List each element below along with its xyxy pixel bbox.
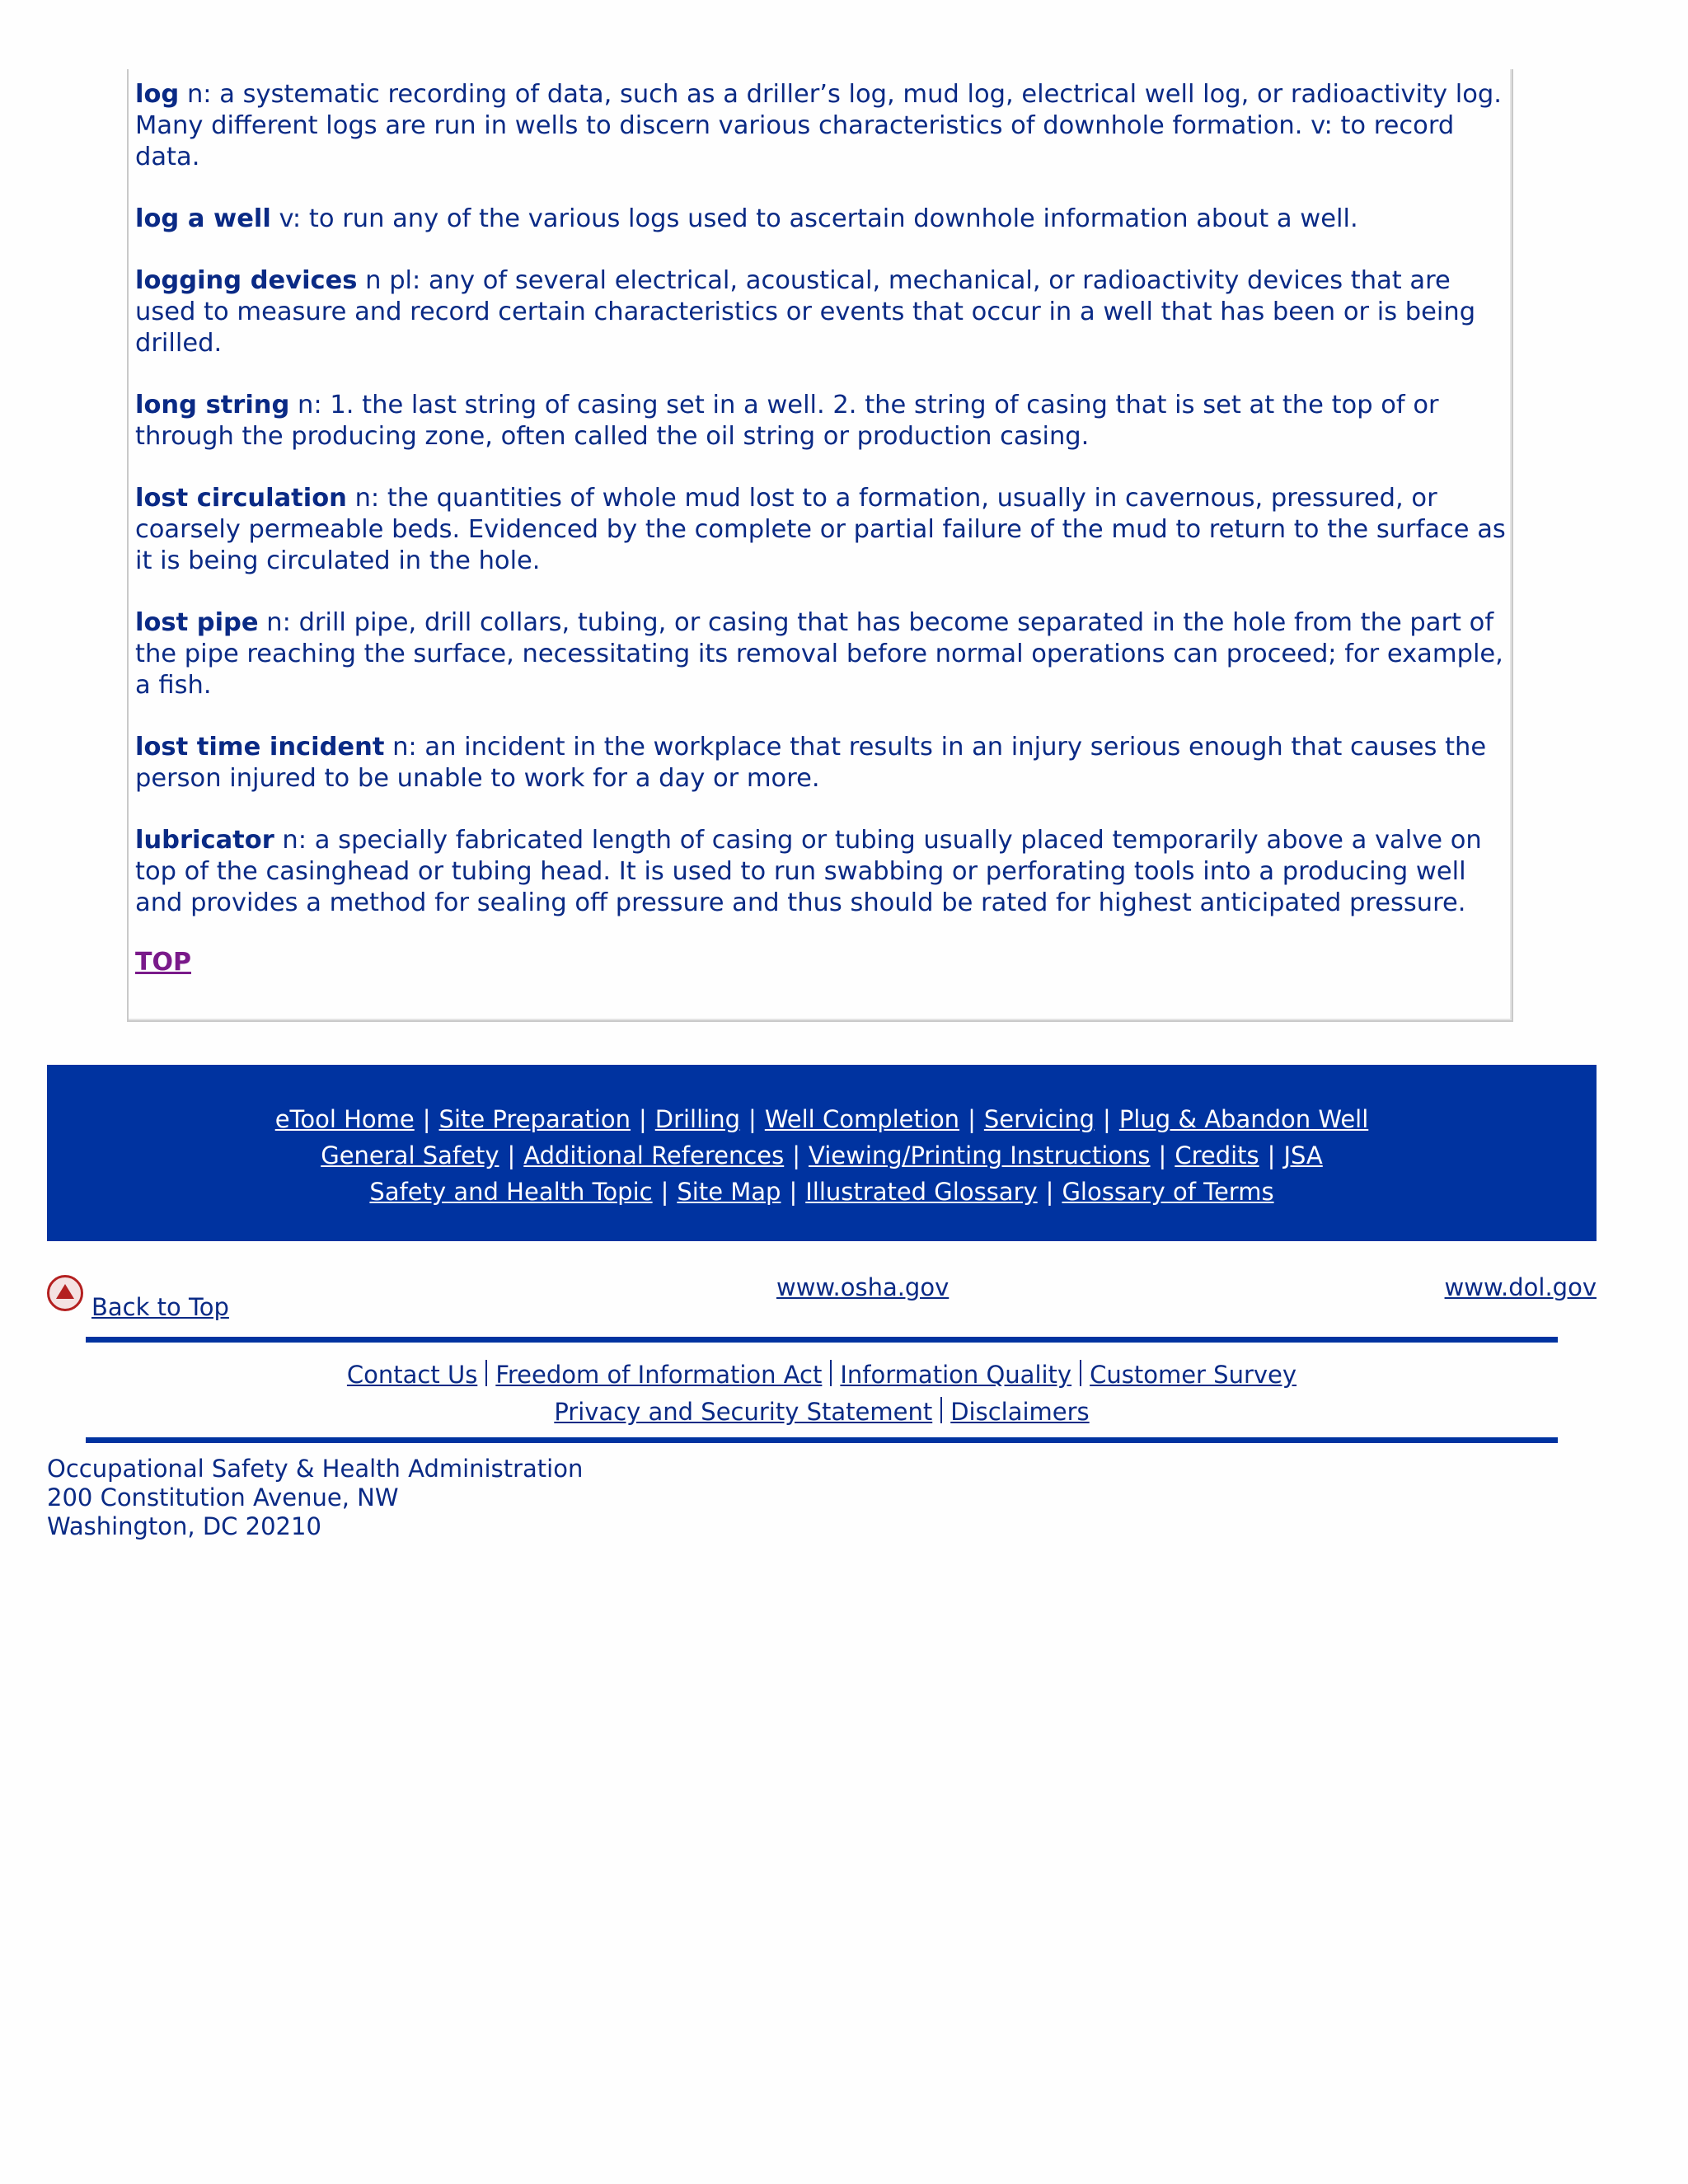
contact-us-link[interactable]: Contact Us	[346, 1361, 478, 1389]
back-to-top	[47, 1275, 229, 1321]
nav-separator: |	[789, 1178, 798, 1206]
glossary-definition: n: 1. the last string of casing set in a well. 2. the string of casing that is set at the top of or through the producing zone, often called the oil string or production casing.	[135, 391, 1439, 451]
privacy-statement-link[interactable]: Privacy and Security Statement	[554, 1398, 933, 1426]
glossary-term: lost circulation	[135, 484, 347, 513]
nav-row	[47, 1174, 1597, 1210]
utility-row	[47, 1273, 1597, 1323]
nav-separator: |	[792, 1141, 801, 1169]
nav-row	[47, 1101, 1597, 1137]
footer-row	[86, 1394, 1558, 1431]
nav-link-general-safety[interactable]: General Safety	[321, 1141, 499, 1169]
footer-links	[86, 1357, 1558, 1431]
glossary-entry-lost-time-incident	[135, 732, 1507, 794]
glossary-entry-lubricator	[135, 825, 1507, 919]
etool-navigation	[47, 1065, 1597, 1241]
nav-row	[47, 1137, 1597, 1174]
nav-link-well-completion[interactable]: Well Completion	[764, 1105, 960, 1133]
nav-link-jsa[interactable]: JSA	[1283, 1141, 1323, 1169]
osha-link[interactable]: www.osha.gov	[776, 1273, 950, 1301]
glossary-definition: n: an incident in the workplace that results in an injury serious enough that causes the person injured to be unable to work for a day or more.	[135, 733, 1487, 793]
nav-separator: |	[507, 1141, 516, 1169]
footer-divider	[86, 1337, 1558, 1343]
glossary-definition: n: the quantities of whole mud lost to a formation, usually in cavernous, pressured, or coarsely permeable beds. Evidenced by the complete or partial failure of the mud to return to the surface as it is being circulated in the hole.	[135, 484, 1506, 575]
address-line: Washington, DC 20210	[47, 1512, 321, 1540]
back-to-top-link[interactable]: Back to Top	[91, 1293, 229, 1321]
nav-separator: |	[748, 1105, 757, 1133]
nav-separator: |	[968, 1105, 976, 1133]
glossary-content	[127, 69, 1513, 1022]
top-link[interactable]: TOP	[135, 948, 191, 977]
customer-survey-link[interactable]: Customer Survey	[1090, 1361, 1297, 1389]
glossary-entry-log-a-well	[135, 204, 1507, 235]
glossary-term: lost pipe	[135, 608, 259, 637]
glossary-entry-long-string	[135, 390, 1507, 452]
address-line: Occupational Safety & Health Administration	[47, 1455, 584, 1483]
footer-separator	[940, 1397, 942, 1423]
nav-link-site-map[interactable]: Site Map	[677, 1178, 781, 1206]
dol-link[interactable]: www.dol.gov	[1444, 1273, 1597, 1301]
glossary-entry-lost-pipe	[135, 607, 1507, 701]
nav-link-safety-health-topic[interactable]: Safety and Health Topic	[369, 1178, 653, 1206]
nav-link-drilling[interactable]: Drilling	[654, 1105, 741, 1133]
footer-separator	[830, 1360, 832, 1386]
foia-link[interactable]: Freedom of Information Act	[495, 1361, 823, 1389]
nav-separator: |	[422, 1105, 431, 1133]
glossary-term: lost time incident	[135, 733, 385, 762]
footer-separator	[1080, 1360, 1081, 1386]
nav-separator: |	[1267, 1141, 1276, 1169]
footer-divider	[86, 1437, 1558, 1443]
glossary-term: log a well	[135, 204, 271, 233]
nav-link-illustrated-glossary[interactable]: Illustrated Glossary	[805, 1178, 1038, 1206]
nav-separator: |	[660, 1178, 669, 1206]
arrow-up-icon[interactable]	[47, 1275, 83, 1311]
glossary-entry-log	[135, 79, 1507, 173]
glossary-definition: v: to run any of the various logs used to ascertain downhole information about a well.	[270, 204, 1358, 233]
footer-row	[86, 1357, 1558, 1394]
nav-link-credits[interactable]: Credits	[1175, 1141, 1259, 1169]
nav-separator: |	[638, 1105, 647, 1133]
nav-link-site-preparation[interactable]: Site Preparation	[438, 1105, 631, 1133]
nav-separator: |	[1103, 1105, 1111, 1133]
nav-link-additional-references[interactable]: Additional References	[523, 1141, 785, 1169]
glossary-term: lubricator	[135, 826, 274, 855]
glossary-entry-lost-circulation	[135, 483, 1507, 577]
nav-link-viewing-printing-instructions[interactable]: Viewing/Printing Instructions	[809, 1141, 1151, 1169]
nav-link-servicing[interactable]: Servicing	[983, 1105, 1095, 1133]
glossary-term: logging devices	[135, 266, 358, 295]
glossary-definition: n: a specially fabricated length of casing or tubing usually placed temporarily above a valve on top of the casinghead or tubing head. It is used to run swabbing or perforating tools into a producing well and provides a method for sealing off pressure and thus should be rated for highest anticipated pressure.	[135, 826, 1482, 917]
nav-link-etool-home[interactable]: eTool Home	[274, 1105, 415, 1133]
disclaimers-link[interactable]: Disclaimers	[950, 1398, 1090, 1426]
information-quality-link[interactable]: Information Quality	[840, 1361, 1072, 1389]
glossary-entry-logging-devices	[135, 265, 1507, 359]
glossary-term: long string	[135, 391, 290, 419]
nav-separator: |	[1158, 1141, 1167, 1169]
footer-separator	[485, 1360, 487, 1386]
glossary-definition: n: drill pipe, drill collars, tubing, or casing that has become separated in the hole from the part of the pipe reaching the surface, necessitating its removal before normal operations can proceed; for example, a fish.	[135, 608, 1503, 700]
nav-link-glossary-of-terms[interactable]: Glossary of Terms	[1062, 1178, 1274, 1206]
glossary-term: log	[135, 80, 180, 109]
nav-separator: |	[1045, 1178, 1054, 1206]
glossary-definition: n pl: any of several electrical, acoustical, mechanical, or radioactivity devices that are used to measure and record certain characteristics or events that occur in a well that has been or is being drilled.	[135, 266, 1476, 358]
address-line: 200 Constitution Avenue, NW	[47, 1483, 399, 1511]
glossary-definition: n: a systematic recording of data, such as a driller’s log, mud log, electrical well log, or radioactivity log. Many different logs are run in wells to discern various characteristics of downhole formation. v: to record data.	[135, 80, 1502, 171]
nav-link-plug-abandon-well[interactable]: Plug & Abandon Well	[1118, 1105, 1369, 1133]
agency-address	[47, 1455, 583, 1541]
